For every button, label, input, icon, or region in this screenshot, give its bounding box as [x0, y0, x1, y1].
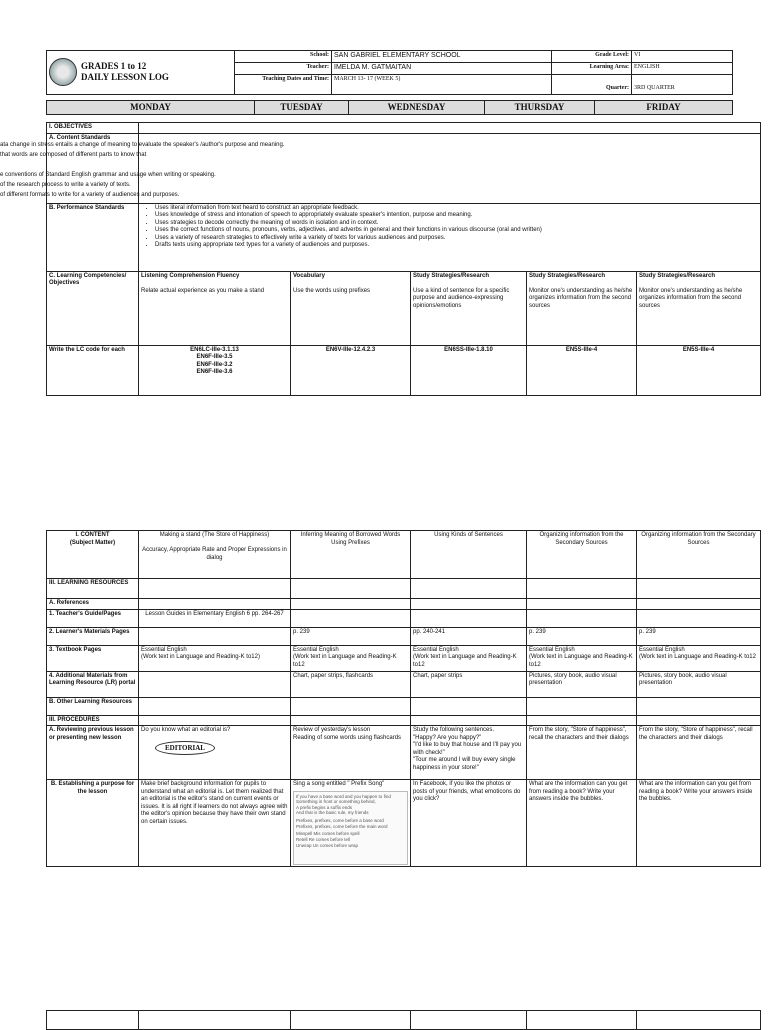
content-label: I. CONTENT (Subject Matter): [47, 531, 139, 579]
lc-code: EN6LC-IIIe-3.1.13 EN6F-IIIe-3.5 EN6F-IIIe-3.2 EN6F-IIIe-3.6: [139, 345, 291, 395]
day-monday: MONDAY: [47, 101, 255, 115]
day-thursday: THURSDAY: [485, 101, 595, 115]
review-value: From the story, "Store of happiness", recall the characters and their dialogs: [527, 726, 637, 780]
teacher-value: IMELDA M. GATMAITAN: [332, 62, 552, 74]
purpose-value: What are the information can you get from reading a book? Write your answers inside the bubbles.: [527, 780, 637, 867]
content-table: [46, 530, 761, 867]
learners-value: p. 239: [637, 627, 761, 645]
performance-item: • Uses strategies to decode correctly the meaning of words in isolation and in context.: [155, 220, 758, 228]
day-friday: FRIDAY: [595, 101, 733, 115]
dates-label: Teaching Dates and Time:: [235, 74, 332, 94]
log-title-line2: DAILY LESSON LOG: [81, 72, 169, 83]
other-resources-label: B. Other Learning Resources: [47, 697, 139, 715]
header-title-cell: [47, 51, 235, 95]
competency-cell: Study Strategies/Research Use a kind of sentence for a specific purpose and audience-expressing opinions/emotions: [411, 271, 527, 345]
school-value: SAN GABRIEL ELEMENTARY SCHOOL: [332, 51, 552, 63]
content-value: Using Kinds of Sentences: [411, 531, 527, 579]
performance-item: • Uses the correct functions of nouns, pronouns, verbs, adjectives, and adverbs in general and their functions in various discourse (oral and written): [155, 227, 758, 235]
textbook-label: 3. Textbook Pages: [47, 645, 139, 671]
competencies-label: C. Learning Competencies/ Objectives: [47, 271, 139, 345]
additional-materials-label: 4. Additional Materials from Learning Resource (LR) portal: [47, 671, 139, 697]
purpose-value: Sing a song entitled " Prefix Song": [293, 781, 385, 787]
lc-code: EN6SS-IIIe-1.8.10: [411, 345, 527, 395]
review-label: A. Reviewing previous lesson or presenting new lesson: [47, 726, 139, 780]
school-label: School:: [235, 51, 332, 63]
review-cell: [139, 726, 291, 780]
prefix-song-image: If you have a base word and you happen to find Something in front or something behind, A prefix begins a suffix ends And that is the basic rule, my friends Prefixes, prefixes, come before a base word Prefixes, prefixes, come before the main word Misspell Mis comes before spell Retell Re comes before tell Unwrap Un comes before wrap: [293, 791, 408, 865]
resources-label: III. LEARNING RESOURCES: [47, 579, 139, 599]
additional-value: Pictures, story book, audio visual presentation: [637, 671, 761, 697]
lc-code: EN5S-IIIe-4: [637, 345, 761, 395]
performance-item: • Uses a variety of research strategies to effectively write a variety of texts for various audiences and purposes.: [155, 235, 758, 243]
quarter-label: Quarter:: [552, 74, 632, 94]
references-label: A. References: [47, 599, 139, 610]
lc-code-label: Write the LC code for each: [47, 345, 139, 395]
quarter-value: 3RD QUARTER: [632, 74, 733, 94]
review-value: From the story, "Store of happiness", recall the characters and their dialogs: [637, 726, 761, 780]
learners-value: pp. 240-241: [411, 627, 527, 645]
purpose-value: What are the information can you get from reading a book? Write your answers inside the bubbles.: [637, 780, 761, 867]
performance-list: [141, 205, 758, 250]
days-header: [46, 100, 733, 115]
content-value: Inferring Meaning of Borrowed Words Using Prefixes: [291, 531, 411, 579]
additional-value: Chart, paper strips, flashcards: [291, 671, 411, 697]
learners-value: p. 239: [291, 627, 411, 645]
textbook-value: Essential English (Work text in Language and Reading-K to12: [637, 645, 761, 671]
objectives-heading: I. OBJECTIVES: [47, 123, 139, 134]
purpose-cell: [291, 780, 411, 867]
content-value: Organizing information from the Secondary Sources: [527, 531, 637, 579]
textbook-value: Essential English (Work text in Language and Reading-K to12): [139, 645, 291, 671]
lc-code: EN5S-IIIe-4: [527, 345, 637, 395]
learners-materials-label: 2. Learner's Materials Pages: [47, 627, 139, 645]
competency-cell: Vocabulary Use the words using prefixes: [291, 271, 411, 345]
content-value: Organizing information from the Secondary Sources: [637, 531, 761, 579]
additional-value: Pictures, story book, audio visual presentation: [527, 671, 637, 697]
competency-cell: Study Strategies/Research Monitor one's understanding as he/she organizes information from the second sources: [527, 271, 637, 345]
day-tuesday: TUESDAY: [255, 101, 349, 115]
textbook-value: Essential English (Work text in Language and Reading-K to12: [411, 645, 527, 671]
review-value: Do you know what an editorial is?: [141, 727, 231, 733]
grade-value: VI: [632, 51, 733, 63]
competency-cell: Listening Comprehension Fluency Relate actual experience as you make a stand: [139, 271, 291, 345]
header-table: [46, 50, 733, 95]
next-page-table: [46, 1010, 761, 1030]
purpose-value: Make brief background information for pupils to understand what an editorial is. Let them realized that an editorial is the editor's stand on current events or issues. It is all right if learners do not always agree with the editor's opinion because they have their own stand on certain issues.: [139, 780, 291, 867]
review-value: Review of yesterday's lesson Reading of some words using flashcards: [291, 726, 411, 780]
editorial-badge: EDITORIAL: [155, 741, 215, 755]
area-label: Learning Area:: [552, 62, 632, 74]
purpose-value: In Facebook, if you like the photos or posts of your friends, what emoticons do you click?: [411, 780, 527, 867]
lc-code: EN6V-IIIe-12.4.2.3: [291, 345, 411, 395]
grade-label: Grade Level:: [552, 51, 632, 63]
teacher-label: Teacher:: [235, 62, 332, 74]
textbook-value: Essential English (Work text in Language and Reading-K to12: [527, 645, 637, 671]
content-value: Making a stand (The Store of Happiness) Accuracy, Appropriate Rate and Proper Expressions in dialog: [139, 531, 291, 579]
teachers-guide-label: 1. Teacher's Guide/Pages: [47, 609, 139, 627]
objectives-table: [46, 122, 761, 396]
content-standards-label: A. Content Standards: [47, 133, 139, 203]
teachers-guide-value: Lesson Guides in Elementary English 6 pp. 264-267: [139, 609, 291, 627]
purpose-label: B. Establishing a purpose for the lesson: [47, 780, 139, 867]
additional-value: Chart, paper strips: [411, 671, 527, 697]
learners-value: p. 239: [527, 627, 637, 645]
dates-value: MARCH 13- 17 (WEEK 5): [332, 74, 552, 94]
review-value: Study the following sentences. "Happy? Are you happy?" "I'd like to buy that house and I'll pay you with check!" "Tour me around I will buy every single happiness in your store!": [411, 726, 527, 780]
additional-value: [139, 671, 291, 697]
procedures-label: III. PROCEDURES: [47, 715, 139, 726]
deped-seal-icon: [49, 58, 77, 86]
performance-item: • Uses knowledge of stress and intonation of speech to appropriately evaluate speaker's intention, purpose and meaning.: [155, 212, 758, 220]
log-title-line1: GRADES 1 to 12: [81, 61, 147, 72]
area-value: ENGLISH: [632, 62, 733, 74]
textbook-value: Essential English (Work text in Language and Reading-K to12: [291, 645, 411, 671]
performance-item: • Uses literal information from text heard to construct an appropriate feedback.: [155, 205, 758, 213]
learners-value: [139, 627, 291, 645]
day-wednesday: WEDNESDAY: [349, 101, 485, 115]
performance-standards-label: B. Performance Standards: [47, 203, 139, 271]
competency-cell: Study Strategies/Research Monitor one's understanding as he/she organizes information from the second sources: [637, 271, 761, 345]
performance-item: • Drafts texts using appropriate text types for a variety of audiences and purposes.: [155, 242, 758, 250]
